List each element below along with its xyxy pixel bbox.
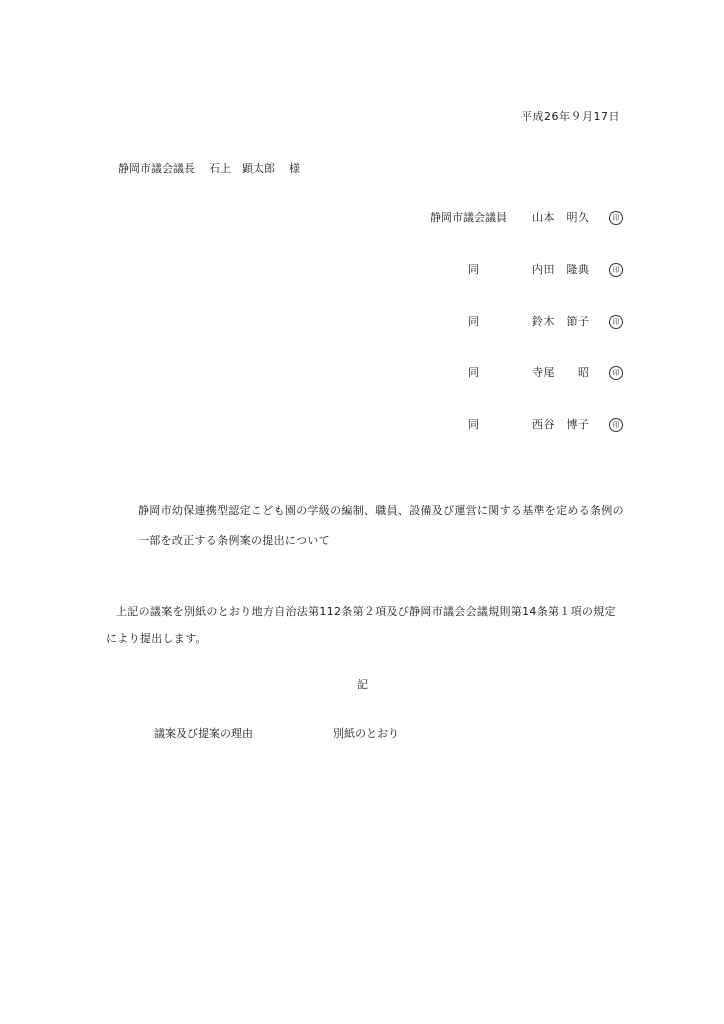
seal-icon: 印 [609, 366, 623, 380]
addressee-title: 静岡市議会議長 [118, 162, 195, 175]
signatory-row [420, 212, 625, 228]
addressee [118, 163, 300, 174]
signatory-row [420, 367, 625, 383]
reason-label: 議案及び提案の理由 [154, 727, 253, 740]
reason-value: 別紙のとおり [333, 727, 399, 740]
signatory-row [420, 264, 625, 280]
document-body [106, 598, 622, 652]
signatory-role: 静岡市議会議員 [430, 211, 507, 224]
seal-icon: 印 [609, 315, 623, 329]
signatory-name: 山本 明久 [532, 211, 590, 224]
seal-icon: 印 [609, 263, 623, 277]
signatory-name: 内田 隆典 [532, 263, 590, 276]
ki-heading: 記 [357, 678, 368, 691]
signatory-name: 寺尾 昭 [532, 366, 590, 379]
document-date: 平成26年９月17日 [521, 110, 620, 123]
signatory-row [420, 419, 625, 435]
signatory-name: 鈴木 節子 [532, 315, 590, 328]
addressee-name: 石上 顕太郎 [209, 162, 275, 175]
signatory-row [420, 316, 625, 332]
signatory-role: 同 [468, 315, 479, 328]
signatory-role: 同 [468, 418, 479, 431]
signatory-name: 西谷 博子 [532, 418, 590, 431]
document-subject: 静岡市幼保連携型認定こども園の学級の編制、職員、設備及び運営に関する基準を定める条例の一部を改正する条例案の提出について [138, 504, 624, 547]
signatory-role: 同 [468, 366, 479, 379]
seal-icon: 印 [609, 418, 623, 432]
seal-icon: 印 [609, 211, 623, 225]
signatory-role: 同 [468, 263, 479, 276]
addressee-honorific: 様 [289, 162, 300, 175]
document-body-text: 上記の議案を別紙のとおり地方自治法第112条第２項及び静岡市議会会議規則第14条第１項の規定により提出します。 [106, 605, 616, 645]
